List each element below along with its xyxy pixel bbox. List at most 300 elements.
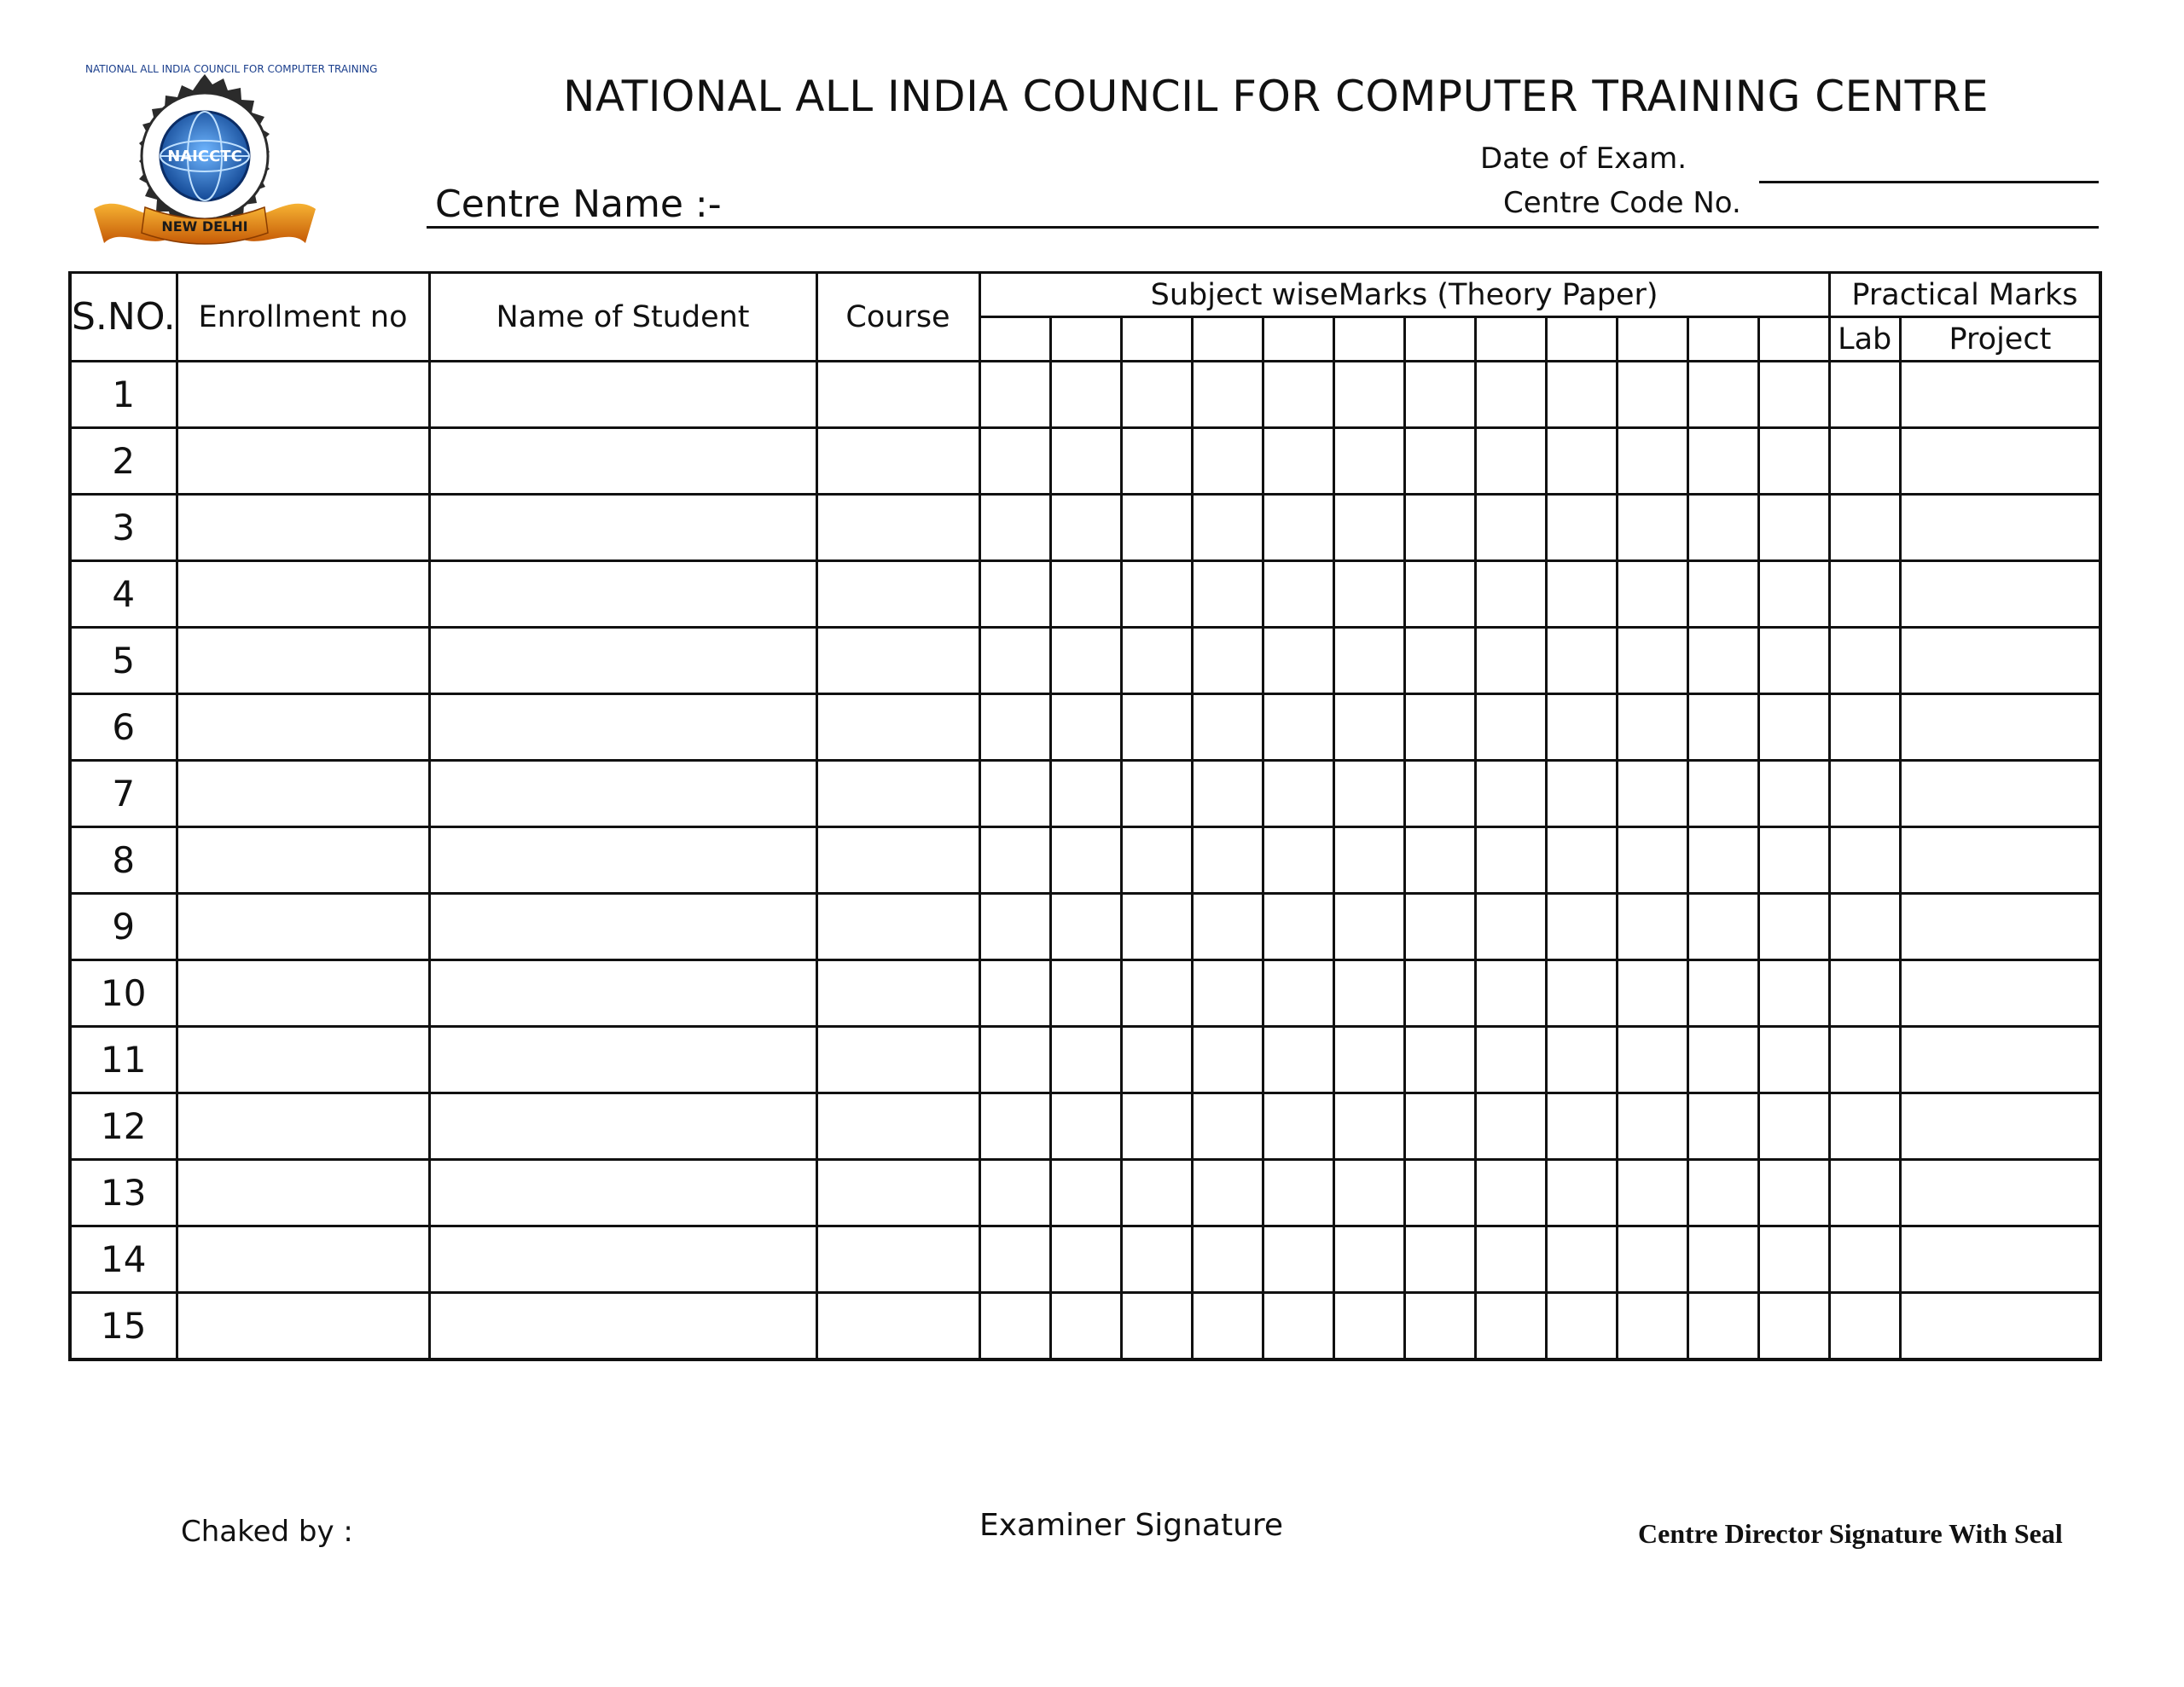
theory-mark-cell[interactable] (1192, 694, 1263, 761)
theory-mark-cell[interactable] (1121, 1093, 1192, 1160)
theory-mark-cell[interactable] (1475, 1293, 1546, 1359)
serial-number: 15 (70, 1293, 177, 1359)
theory-mark-cell[interactable] (1404, 1027, 1475, 1093)
theory-mark-cell[interactable] (979, 694, 1050, 761)
theory-mark-cell[interactable] (1050, 894, 1121, 960)
theory-subject-header-6[interactable] (1333, 317, 1404, 362)
theory-mark-cell[interactable] (1546, 694, 1617, 761)
student-name-cell[interactable] (429, 628, 816, 694)
lab-mark-cell[interactable] (1829, 362, 1900, 428)
theory-mark-cell[interactable] (1475, 1027, 1546, 1093)
project-mark-cell[interactable] (1900, 428, 2100, 495)
theory-mark-cell[interactable] (1546, 894, 1617, 960)
theory-mark-cell[interactable] (1192, 628, 1263, 694)
theory-mark-cell[interactable] (1333, 960, 1404, 1027)
theory-mark-cell[interactable] (1263, 694, 1333, 761)
theory-mark-cell[interactable] (1263, 428, 1333, 495)
serial-number: 1 (70, 362, 177, 428)
theory-mark-cell[interactable] (1404, 761, 1475, 827)
enrollment-cell[interactable] (177, 1226, 429, 1293)
lab-mark-cell[interactable] (1829, 1093, 1900, 1160)
student-name-cell[interactable] (429, 694, 816, 761)
course-cell[interactable] (816, 1293, 979, 1359)
theory-mark-cell[interactable] (1546, 960, 1617, 1027)
theory-mark-cell[interactable] (979, 428, 1050, 495)
course-cell[interactable] (816, 1027, 979, 1093)
theory-mark-cell[interactable] (1546, 1093, 1617, 1160)
course-cell[interactable] (816, 694, 979, 761)
theory-mark-cell[interactable] (1758, 495, 1829, 561)
table-row (70, 362, 2100, 428)
theory-mark-cell[interactable] (1758, 761, 1829, 827)
theory-mark-cell[interactable] (1050, 960, 1121, 1027)
theory-mark-cell[interactable] (1263, 1293, 1333, 1359)
course-cell[interactable] (816, 362, 979, 428)
project-mark-cell[interactable] (1900, 1160, 2100, 1226)
theory-mark-cell[interactable] (1687, 1093, 1758, 1160)
theory-mark-cell[interactable] (1333, 1027, 1404, 1093)
theory-mark-cell[interactable] (1404, 495, 1475, 561)
theory-mark-cell[interactable] (1192, 960, 1263, 1027)
theory-mark-cell[interactable] (1333, 827, 1404, 894)
theory-mark-cell[interactable] (979, 894, 1050, 960)
theory-mark-cell[interactable] (1758, 362, 1829, 428)
project-mark-cell[interactable] (1900, 1226, 2100, 1293)
theory-mark-cell[interactable] (1617, 694, 1687, 761)
course-cell[interactable] (816, 1160, 979, 1226)
theory-mark-cell[interactable] (1121, 694, 1192, 761)
centre-name-field[interactable] (427, 226, 2099, 229)
theory-mark-cell[interactable] (979, 495, 1050, 561)
theory-mark-cell[interactable] (1617, 495, 1687, 561)
lab-mark-cell[interactable] (1829, 894, 1900, 960)
enrollment-header: Enrollment no (177, 273, 429, 362)
theory-mark-cell[interactable] (1546, 827, 1617, 894)
theory-mark-cell[interactable] (1404, 428, 1475, 495)
logo-inner-text: NAICCTC (167, 148, 242, 165)
table-row (70, 495, 2100, 561)
theory-subject-header-10[interactable] (1617, 317, 1687, 362)
theory-subject-header-12[interactable] (1758, 317, 1829, 362)
theory-mark-cell[interactable] (1050, 362, 1121, 428)
theory-mark-cell[interactable] (1475, 694, 1546, 761)
student-name-cell[interactable] (429, 827, 816, 894)
theory-subject-header-8[interactable] (1475, 317, 1546, 362)
theory-mark-cell[interactable] (1404, 1093, 1475, 1160)
theory-mark-cell[interactable] (1617, 1093, 1687, 1160)
theory-mark-cell[interactable] (1404, 628, 1475, 694)
theory-mark-cell[interactable] (1475, 495, 1546, 561)
date-of-exam-label: Date of Exam. (1480, 142, 1687, 176)
theory-mark-cell[interactable] (1263, 1027, 1333, 1093)
theory-mark-cell[interactable] (1121, 1226, 1192, 1293)
theory-mark-cell[interactable] (1546, 1027, 1617, 1093)
theory-mark-cell[interactable] (1758, 827, 1829, 894)
theory-mark-cell[interactable] (1121, 428, 1192, 495)
enrollment-cell[interactable] (177, 1093, 429, 1160)
theory-mark-cell[interactable] (1758, 1160, 1829, 1226)
theory-mark-cell[interactable] (1687, 827, 1758, 894)
theory-mark-cell[interactable] (979, 1160, 1050, 1226)
enrollment-cell[interactable] (177, 960, 429, 1027)
course-cell[interactable] (816, 761, 979, 827)
enrollment-cell[interactable] (177, 1027, 429, 1093)
theory-mark-cell[interactable] (1192, 362, 1263, 428)
project-mark-cell[interactable] (1900, 1093, 2100, 1160)
theory-mark-cell[interactable] (979, 960, 1050, 1027)
theory-mark-cell[interactable] (1121, 761, 1192, 827)
theory-mark-cell[interactable] (1758, 1093, 1829, 1160)
theory-mark-cell[interactable] (1617, 1226, 1687, 1293)
student-name-cell[interactable] (429, 960, 816, 1027)
project-mark-cell[interactable] (1900, 827, 2100, 894)
theory-mark-cell[interactable] (1121, 1293, 1192, 1359)
theory-mark-cell[interactable] (1192, 827, 1263, 894)
theory-mark-cell[interactable] (1687, 428, 1758, 495)
theory-mark-cell[interactable] (1687, 1226, 1758, 1293)
theory-mark-cell[interactable] (1617, 1027, 1687, 1093)
theory-mark-cell[interactable] (1121, 1160, 1192, 1226)
theory-mark-cell[interactable] (1758, 1293, 1829, 1359)
theory-subject-header-7[interactable] (1404, 317, 1475, 362)
project-mark-cell[interactable] (1900, 694, 2100, 761)
theory-mark-cell[interactable] (1263, 960, 1333, 1027)
theory-mark-cell[interactable] (1546, 628, 1617, 694)
enrollment-cell[interactable] (177, 827, 429, 894)
table-row (70, 1226, 2100, 1293)
lab-mark-cell[interactable] (1829, 428, 1900, 495)
serial-number: 3 (70, 495, 177, 561)
theory-mark-cell[interactable] (979, 561, 1050, 628)
theory-mark-cell[interactable] (1687, 628, 1758, 694)
theory-mark-cell[interactable] (1617, 428, 1687, 495)
enrollment-cell[interactable] (177, 495, 429, 561)
student-name-cell[interactable] (429, 1027, 816, 1093)
student-name-cell[interactable] (429, 1293, 816, 1359)
theory-mark-cell[interactable] (979, 827, 1050, 894)
theory-mark-cell[interactable] (1687, 894, 1758, 960)
theory-subject-header-2[interactable] (1050, 317, 1121, 362)
theory-mark-cell[interactable] (1475, 960, 1546, 1027)
serial-number: 5 (70, 628, 177, 694)
theory-mark-cell[interactable] (1687, 694, 1758, 761)
course-cell[interactable] (816, 827, 979, 894)
theory-mark-cell[interactable] (1333, 894, 1404, 960)
table-row (70, 960, 2100, 1027)
lab-mark-cell[interactable] (1829, 827, 1900, 894)
enrollment-cell[interactable] (177, 694, 429, 761)
table-row (70, 1160, 2100, 1226)
theory-mark-cell[interactable] (979, 1293, 1050, 1359)
theory-mark-cell[interactable] (1404, 960, 1475, 1027)
project-mark-cell[interactable] (1900, 362, 2100, 428)
theory-mark-cell[interactable] (1404, 894, 1475, 960)
theory-mark-cell[interactable] (1121, 561, 1192, 628)
course-cell[interactable] (816, 428, 979, 495)
theory-mark-cell[interactable] (1050, 1293, 1121, 1359)
student-name-cell[interactable] (429, 1160, 816, 1226)
theory-mark-cell[interactable] (1263, 761, 1333, 827)
theory-mark-cell[interactable] (1121, 362, 1192, 428)
serial-number: 12 (70, 1093, 177, 1160)
council-logo (85, 63, 378, 260)
enrollment-cell[interactable] (177, 1293, 429, 1359)
theory-mark-cell[interactable] (1192, 761, 1263, 827)
theory-mark-cell[interactable] (1263, 894, 1333, 960)
theory-mark-cell[interactable] (1617, 362, 1687, 428)
theory-subject-header-9[interactable] (1546, 317, 1617, 362)
theory-mark-cell[interactable] (1617, 827, 1687, 894)
theory-mark-cell[interactable] (1687, 1160, 1758, 1226)
theory-mark-cell[interactable] (1333, 761, 1404, 827)
enrollment-cell[interactable] (177, 1160, 429, 1226)
theory-mark-cell[interactable] (1050, 428, 1121, 495)
theory-mark-cell[interactable] (1121, 628, 1192, 694)
theory-mark-cell[interactable] (1192, 428, 1263, 495)
course-cell[interactable] (816, 1226, 979, 1293)
theory-mark-cell[interactable] (1617, 1293, 1687, 1359)
theory-mark-cell[interactable] (1263, 1160, 1333, 1226)
theory-mark-cell[interactable] (1475, 628, 1546, 694)
theory-mark-cell[interactable] (1617, 561, 1687, 628)
student-name-cell[interactable] (429, 1226, 816, 1293)
project-mark-cell[interactable] (1900, 1027, 2100, 1093)
theory-mark-cell[interactable] (1475, 1160, 1546, 1226)
table-row (70, 428, 2100, 495)
theory-mark-cell[interactable] (1050, 1027, 1121, 1093)
course-cell[interactable] (816, 495, 979, 561)
theory-mark-cell[interactable] (1687, 561, 1758, 628)
theory-mark-cell[interactable] (1121, 894, 1192, 960)
theory-mark-cell[interactable] (1758, 1027, 1829, 1093)
theory-mark-cell[interactable] (1333, 628, 1404, 694)
theory-mark-cell[interactable] (1758, 428, 1829, 495)
theory-subject-header-11[interactable] (1687, 317, 1758, 362)
enrollment-cell[interactable] (177, 428, 429, 495)
theory-mark-cell[interactable] (1263, 561, 1333, 628)
theory-mark-cell[interactable] (1333, 1293, 1404, 1359)
theory-mark-cell[interactable] (1758, 628, 1829, 694)
director-signature-label: Centre Director Signature With Seal (1638, 1518, 2063, 1549)
theory-mark-cell[interactable] (1404, 1160, 1475, 1226)
project-mark-cell[interactable] (1900, 761, 2100, 827)
theory-mark-cell[interactable] (1192, 1093, 1263, 1160)
theory-mark-cell[interactable] (1263, 1226, 1333, 1293)
table-row (70, 761, 2100, 827)
centre-name-label: Centre Name :- (435, 183, 722, 226)
theory-mark-cell[interactable] (1475, 428, 1546, 495)
student-name-cell[interactable] (429, 1093, 816, 1160)
student-name-cell[interactable] (429, 362, 816, 428)
theory-mark-cell[interactable] (1404, 362, 1475, 428)
page-title: NATIONAL ALL INDIA COUNCIL FOR COMPUTER TRAINING CENTRE (563, 72, 1989, 121)
table-row (70, 561, 2100, 628)
lab-mark-cell[interactable] (1829, 1160, 1900, 1226)
theory-mark-cell[interactable] (1687, 761, 1758, 827)
theory-mark-cell[interactable] (1192, 1027, 1263, 1093)
theory-mark-cell[interactable] (1546, 761, 1617, 827)
theory-mark-cell[interactable] (1687, 495, 1758, 561)
theory-mark-cell[interactable] (1546, 362, 1617, 428)
student-name-cell[interactable] (429, 428, 816, 495)
theory-mark-cell[interactable] (1050, 694, 1121, 761)
theory-mark-cell[interactable] (1475, 362, 1546, 428)
project-mark-cell[interactable] (1900, 960, 2100, 1027)
theory-mark-cell[interactable] (979, 1027, 1050, 1093)
theory-mark-cell[interactable] (1617, 894, 1687, 960)
serial-number: 11 (70, 1027, 177, 1093)
project-mark-cell[interactable] (1900, 495, 2100, 561)
theory-mark-cell[interactable] (1687, 362, 1758, 428)
theory-mark-cell[interactable] (1192, 561, 1263, 628)
lab-mark-cell[interactable] (1829, 694, 1900, 761)
sno-header: S.NO. (70, 273, 177, 362)
theory-mark-cell[interactable] (1333, 1160, 1404, 1226)
theory-mark-cell[interactable] (1263, 1093, 1333, 1160)
logo-ribbon-text: NEW DELHI (161, 218, 248, 235)
theory-mark-cell[interactable] (1333, 1093, 1404, 1160)
theory-mark-cell[interactable] (979, 1093, 1050, 1160)
theory-mark-cell[interactable] (1758, 561, 1829, 628)
theory-mark-cell[interactable] (1263, 628, 1333, 694)
course-cell[interactable] (816, 894, 979, 960)
theory-mark-cell[interactable] (1121, 960, 1192, 1027)
theory-mark-cell[interactable] (1758, 894, 1829, 960)
theory-mark-cell[interactable] (1475, 1226, 1546, 1293)
theory-mark-cell[interactable] (1758, 1226, 1829, 1293)
theory-subject-header-5[interactable] (1263, 317, 1333, 362)
theory-mark-cell[interactable] (1475, 827, 1546, 894)
theory-mark-cell[interactable] (979, 362, 1050, 428)
enrollment-cell[interactable] (177, 362, 429, 428)
theory-mark-cell[interactable] (1192, 1226, 1263, 1293)
theory-mark-cell[interactable] (1263, 362, 1333, 428)
serial-number: 6 (70, 694, 177, 761)
theory-mark-cell[interactable] (1121, 1027, 1192, 1093)
theory-mark-cell[interactable] (1333, 1226, 1404, 1293)
theory-mark-cell[interactable] (1758, 694, 1829, 761)
course-cell[interactable] (816, 628, 979, 694)
theory-mark-cell[interactable] (1617, 761, 1687, 827)
theory-mark-cell[interactable] (1050, 1093, 1121, 1160)
lab-mark-cell[interactable] (1829, 561, 1900, 628)
student-name-cell[interactable] (429, 894, 816, 960)
theory-mark-cell[interactable] (1050, 495, 1121, 561)
student-name-cell[interactable] (429, 495, 816, 561)
theory-mark-cell[interactable] (1192, 1160, 1263, 1226)
theory-mark-cell[interactable] (1333, 362, 1404, 428)
theory-mark-cell[interactable] (1404, 1226, 1475, 1293)
theory-mark-cell[interactable] (1192, 894, 1263, 960)
theory-mark-cell[interactable] (1475, 761, 1546, 827)
theory-mark-cell[interactable] (1050, 1160, 1121, 1226)
project-mark-cell[interactable] (1900, 561, 2100, 628)
lab-mark-cell[interactable] (1829, 960, 1900, 1027)
course-cell[interactable] (816, 960, 979, 1027)
theory-mark-cell[interactable] (1050, 561, 1121, 628)
course-cell[interactable] (816, 561, 979, 628)
theory-mark-cell[interactable] (1687, 1293, 1758, 1359)
theory-subject-header-4[interactable] (1192, 317, 1263, 362)
project-mark-cell[interactable] (1900, 894, 2100, 960)
theory-mark-cell[interactable] (1333, 428, 1404, 495)
examiner-signature-label: Examiner Signature (979, 1508, 1284, 1543)
theory-mark-cell[interactable] (1263, 495, 1333, 561)
lab-mark-cell[interactable] (1829, 761, 1900, 827)
serial-number: 10 (70, 960, 177, 1027)
course-cell[interactable] (816, 1093, 979, 1160)
theory-mark-cell[interactable] (1333, 495, 1404, 561)
project-mark-cell[interactable] (1900, 628, 2100, 694)
theory-subject-header-1[interactable] (979, 317, 1050, 362)
lab-mark-cell[interactable] (1829, 1027, 1900, 1093)
project-mark-cell[interactable] (1900, 1293, 2100, 1359)
theory-mark-cell[interactable] (1404, 1293, 1475, 1359)
theory-mark-cell[interactable] (1617, 1160, 1687, 1226)
theory-mark-cell[interactable] (979, 628, 1050, 694)
enrollment-cell[interactable] (177, 894, 429, 960)
theory-mark-cell[interactable] (1050, 761, 1121, 827)
theory-mark-cell[interactable] (1121, 495, 1192, 561)
theory-mark-cell[interactable] (1546, 561, 1617, 628)
theory-mark-cell[interactable] (1546, 428, 1617, 495)
theory-mark-cell[interactable] (1475, 894, 1546, 960)
theory-mark-cell[interactable] (1404, 694, 1475, 761)
theory-mark-cell[interactable] (1333, 561, 1404, 628)
theory-mark-cell[interactable] (1546, 1226, 1617, 1293)
centre-code-label: Centre Code No. (1503, 186, 1741, 220)
enrollment-cell[interactable] (177, 761, 429, 827)
theory-mark-cell[interactable] (1475, 561, 1546, 628)
theory-mark-cell[interactable] (1546, 1293, 1617, 1359)
serial-number: 2 (70, 428, 177, 495)
student-name-cell[interactable] (429, 761, 816, 827)
lab-header: Lab (1829, 317, 1900, 362)
enrollment-cell[interactable] (177, 628, 429, 694)
theory-mark-cell[interactable] (1546, 1160, 1617, 1226)
theory-mark-cell[interactable] (1617, 628, 1687, 694)
theory-mark-cell[interactable] (1050, 827, 1121, 894)
lab-mark-cell[interactable] (1829, 495, 1900, 561)
date-of-exam-field[interactable] (1759, 181, 2099, 183)
enrollment-cell[interactable] (177, 561, 429, 628)
theory-subject-header-3[interactable] (1121, 317, 1192, 362)
theory-mark-cell[interactable] (979, 761, 1050, 827)
lab-mark-cell[interactable] (1829, 628, 1900, 694)
theory-mark-cell[interactable] (1546, 495, 1617, 561)
theory-mark-cell[interactable] (1758, 960, 1829, 1027)
table-row (70, 1093, 2100, 1160)
table-row (70, 1027, 2100, 1093)
theory-mark-cell[interactable] (1404, 827, 1475, 894)
student-name-cell[interactable] (429, 561, 816, 628)
theory-mark-cell[interactable] (979, 1226, 1050, 1293)
theory-mark-cell[interactable] (1617, 960, 1687, 1027)
lab-mark-cell[interactable] (1829, 1226, 1900, 1293)
theory-mark-cell[interactable] (1404, 561, 1475, 628)
lab-mark-cell[interactable] (1829, 1293, 1900, 1359)
theory-mark-cell[interactable] (1263, 827, 1333, 894)
theory-mark-cell[interactable] (1687, 960, 1758, 1027)
theory-mark-cell[interactable] (1050, 1226, 1121, 1293)
theory-mark-cell[interactable] (1121, 827, 1192, 894)
theory-mark-cell[interactable] (1192, 495, 1263, 561)
theory-mark-cell[interactable] (1333, 694, 1404, 761)
theory-mark-cell[interactable] (1475, 1093, 1546, 1160)
theory-mark-cell[interactable] (1050, 628, 1121, 694)
theory-mark-cell[interactable] (1687, 1027, 1758, 1093)
theory-mark-cell[interactable] (1192, 1293, 1263, 1359)
